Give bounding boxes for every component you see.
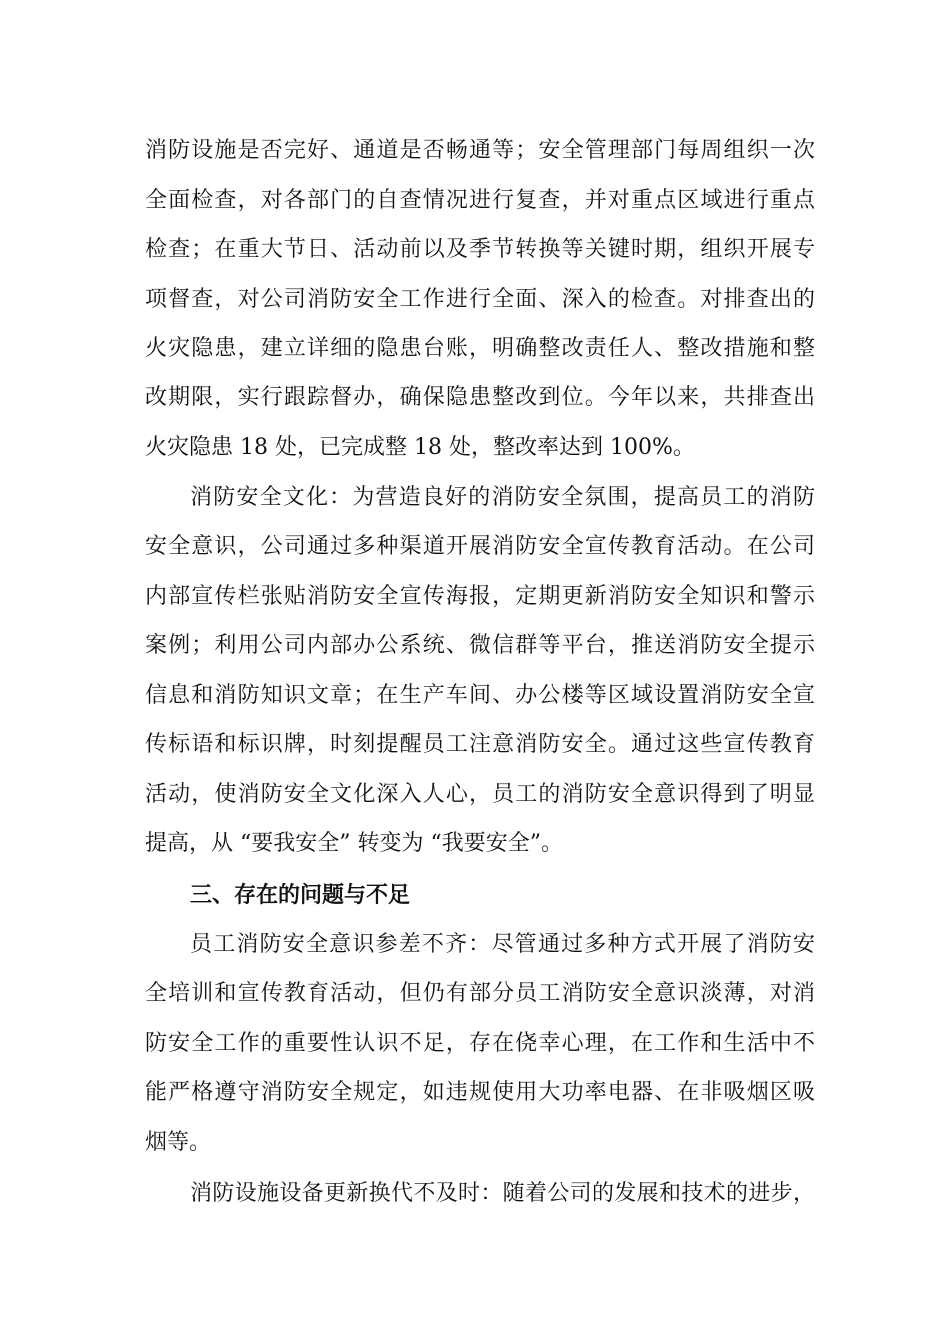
paragraph-line: 内部宣传栏张贴消防安全宣传海报，定期更新消防安全知识和警示 <box>145 584 815 609</box>
paragraph-line: 防安全工作的重要性认识不足，存在侥幸心理，在工作和生活中不 <box>145 1031 815 1056</box>
paragraph-line: 信息和消防知识文章；在生产车间、办公楼等区域设置消防安全宣 <box>145 683 815 708</box>
paragraph-line: 安全意识，公司通过多种渠道开展消防安全宣传教育活动。在公司 <box>145 534 815 559</box>
paragraph-line: 消防设施设备更新换代不及时：随着公司的发展和技术的进步， <box>190 1181 815 1206</box>
paragraph-line: 消防设施是否完好、通道是否畅通等；安全管理部门每周组织一次 <box>145 138 815 163</box>
paragraph-line: 消防安全文化：为营造良好的消防安全氛围，提高员工的消防 <box>190 485 815 510</box>
paragraph-line: 改期限，实行跟踪督办，确保隐患整改到位。今年以来，共排查出 <box>145 385 815 410</box>
paragraph-line: 检查；在重大节日、活动前以及季节转换等关键时期，组织开展专 <box>145 237 815 262</box>
paragraph-line: 活动，使消防安全文化深入人心，员工的消防安全意识得到了明显 <box>145 782 815 807</box>
paragraph-line: 火灾隐患 18 处，已完成整 18 处，整改率达到 100%。 <box>145 435 695 460</box>
paragraph-line: 火灾隐患，建立详细的隐患台账，明确整改责任人、整改措施和整 <box>145 336 815 361</box>
paragraph-line: 项督查，对公司消防安全工作进行全面、深入的检查。对排查出的 <box>145 287 815 312</box>
paragraph-line: 烟等。 <box>145 1130 212 1155</box>
paragraph-line: 案例；利用公司内部办公系统、微信群等平台，推送消防安全提示 <box>145 633 815 658</box>
paragraph-line: 全培训和宣传教育活动，但仍有部分员工消防安全意识淡薄，对消 <box>145 981 815 1006</box>
paragraph-line: 员工消防安全意识参差不齐：尽管通过多种方式开展了消防安 <box>190 932 815 957</box>
paragraph-line: 全面检查，对各部门的自查情况进行复查，并对重点区域进行重点 <box>145 188 815 213</box>
section-heading: 三、存在的问题与不足 <box>190 882 411 908</box>
paragraph-line: 传标语和标识牌，时刻提醒员工注意消防安全。通过这些宣传教育 <box>145 732 815 757</box>
paragraph-line: 提高，从 “要我安全” 转变为 “我要安全”。 <box>145 831 563 856</box>
paragraph-line: 能严格遵守消防安全规定，如违规使用大功率电器、在非吸烟区吸 <box>145 1080 815 1105</box>
